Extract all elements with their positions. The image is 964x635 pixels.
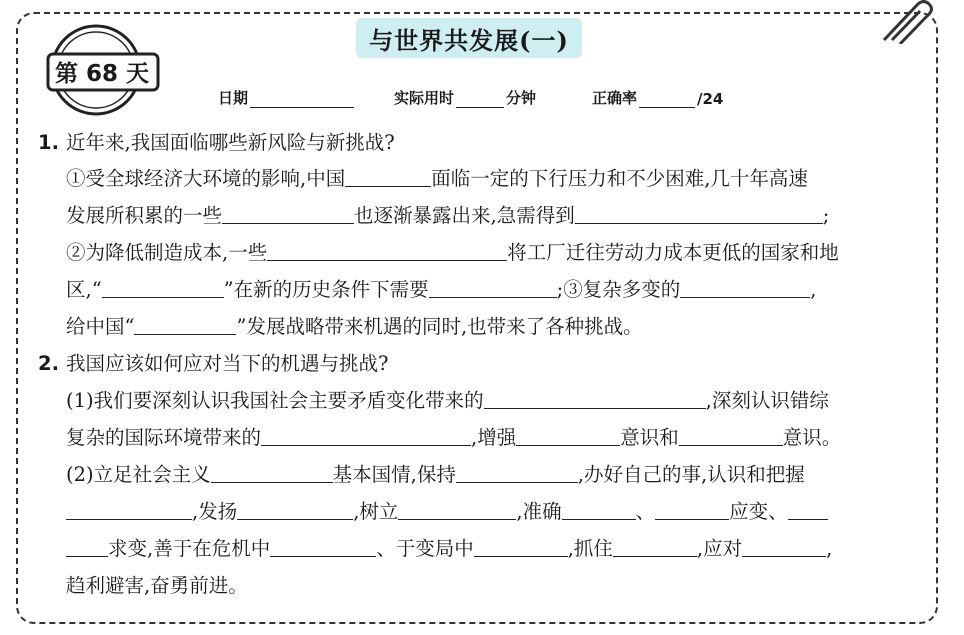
q2-line-5: 求变,善于在危机中 、于变局中 ,抓住 ,应对 , [66,532,832,566]
time-unit: 分钟 [506,89,537,107]
q1-line-2: 发展所积累的一些 也逐渐暴露出来,急需得到 ; [66,199,829,233]
page-title: 与世界共发展(一) [356,18,582,58]
paperclip-icon [874,0,934,44]
q1-line-1: ①受全球经济大环境的影响,中国 面临一定的下行压力和不少困难,几十年高速 [66,162,808,196]
answer-blank[interactable] [474,534,568,557]
day-badge: 第 68 天 [54,60,150,87]
date-field [218,80,356,108]
answer-blank[interactable] [66,534,108,557]
q2-line-2: 复杂的国际环境带来的 ,增强 意识和 意识。 [66,421,841,455]
answer-blank[interactable] [222,201,354,224]
date-blank[interactable] [250,89,354,108]
q2-number: 2. [38,352,59,375]
q1-number: 1. [38,131,59,154]
answer-blank[interactable] [345,164,431,187]
q1-line-5: 给中国“ ”发展战略带来机遇的同时,也带来了各种挑战。 [66,310,643,344]
q2-line-6: 趋利避害,奋勇前进。 [66,574,248,597]
accuracy-total: /24 [697,90,724,108]
accuracy-field [592,80,723,108]
answer-blank[interactable] [562,497,636,520]
answer-blank[interactable] [516,423,620,446]
answer-blank[interactable] [270,534,376,557]
accuracy-blank[interactable] [639,89,695,108]
answer-blank[interactable] [429,275,557,298]
answer-blank[interactable] [267,238,507,261]
q2-line-3: (2)立足社会主义 基本国情,保持 ,办好自己的事,认识和把握 [66,458,805,492]
q2-line-1: (1)我们要深刻认识我国社会主要矛盾变化带来的 ,深刻认识错综 [66,384,829,418]
answer-blank[interactable] [679,423,783,446]
answer-blank[interactable] [575,201,823,224]
answer-blank[interactable] [613,534,697,557]
answer-blank[interactable] [742,534,826,557]
accuracy-label: 正确率 [592,89,638,107]
answer-blank[interactable] [398,497,516,520]
q1-question: 1. 近年来,我国面临哪些新风险与新挑战? [38,126,395,160]
time-blank[interactable] [456,89,504,108]
answer-blank[interactable] [261,423,471,446]
q1-line-3: ②为降低制造成本,一些 将工厂迁往劳动力成本更低的国家和地 [66,236,839,270]
answer-blank[interactable] [484,386,706,409]
answer-blank[interactable] [655,497,729,520]
answer-blank[interactable] [788,497,828,520]
answer-blank[interactable] [102,275,224,298]
answer-blank[interactable] [66,497,192,520]
answer-blank[interactable] [456,460,578,483]
date-label: 日期 [218,89,249,107]
time-field [394,80,536,108]
answer-blank[interactable] [211,460,333,483]
answer-blank[interactable] [680,275,810,298]
time-label: 实际用时 [394,89,455,107]
answer-blank[interactable] [134,312,236,335]
q2-question: 2. 我国应该如何应对当下的机遇与挑战? [38,347,388,381]
q1-line-4: 区,“ ”在新的历史条件下需要 ;③复杂多变的 , [66,273,816,307]
q2-line-4: ,发扬 ,树立 ,准确 、 应变、 [66,495,828,529]
answer-blank[interactable] [237,497,353,520]
